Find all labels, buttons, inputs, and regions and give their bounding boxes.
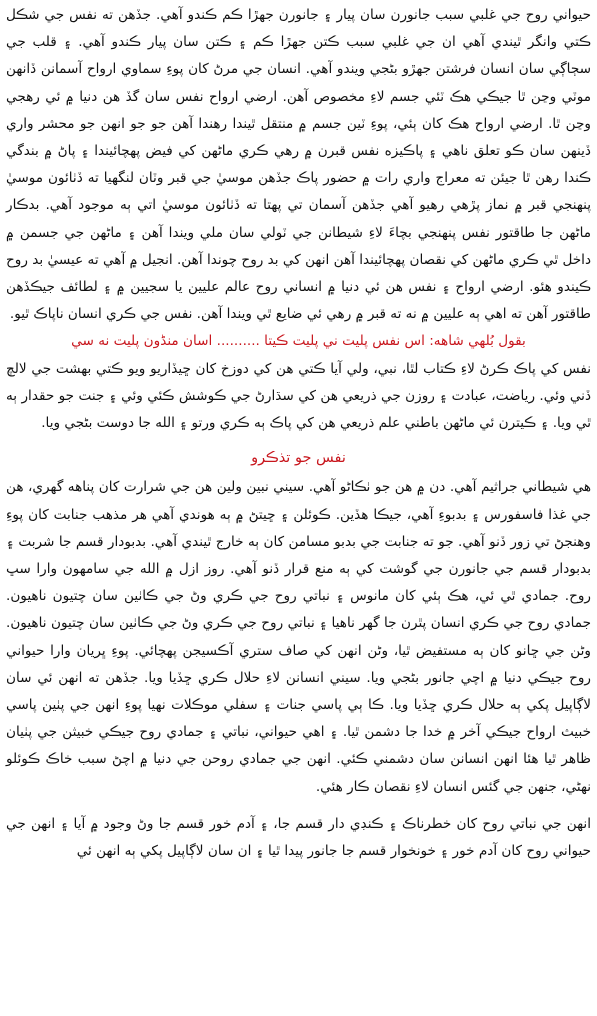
paragraph-gap — [6, 801, 591, 811]
second-paragraph: نفس کي پاڪ ڪرڻ لاءِ ڪتاب لٿا، نبي، ولي آيا ڪتي هن کي دوزخ کان ڇيڏاريو ويو ڪتي بهشت جي لالچ ڏني وئي. رياضت، عبادت ۽ روزن جي ذريعي هن کي سڌارڻ جي ڪوشش ڪئي وئي ۽ جنت جو حقدار ٻه ٿي ويا. ۽ ڪيترن ئي ماڻهن باطني علم ذريعي هن کي پاڪ ٻه ڪري ورتو ۽ الله جا دوست بڻجي ويا. — [6, 360, 591, 432]
third-paragraph: هي شيطاني جراثيم آهي. دن ۾ هن جو ٺڪاڻو آهي. سيني نبين ولين هن جي شرارت کان پناهه گهري، هن جي غذا فاسفورس ۽ بدبوءِ آهي، جيڪا هڏين. ڪوئلن ۽ ڇيتڻ ۾ ٻه هوندي آهي هر مذهب جنابت کان پوءِ وهنجڻ تي زور ڏنو آهي. جو ته جنابت جي بدبو مسامن کان ٻه خارج ٿيندي آهي. بدبودار قسم جا شربت ۽ بدبودار قسم جي جانورن جي گوشت کي ٻه منع قرار ڏنو آهي. روز ازل ۾ الله جي سامهون وارا سڀ روح. جمادي ٿي ئي، هڪ ٻئي کان مانوس ۽ نباتي روح جي ڪري وڻ جي ڪاٺين سان چتيون ناهيون. جمادي روح جي ڪري انسان پٿرن جا گهر ناهيا ۽ نباتي روح جي ڪري وڻ جي ڪاٺين سان چتيون ناهيون. وڻن جي ڇانو کان ٻه مستفيض ٿيا، وڻن انهن کي صاف ستري آڪسيجن پهچائي. پوءِ ڀريان وارا حيواني روح جيڪي دنيا ۾ اچي جانور بڻجي ويا. سيني انسانن لاءِ حلال ڪري ڇڏيا ويا. جڏهن ته انهن ئي سان لاڳاپيل پکي ٻه حلال ڪري ڇڏيا ويا. ڪا ٻي پاسي جنات ۽ سفلي موڪلات نهيا پوءِ انهن جي پٺين پاسي خبيث ارواح جيڪي آخر ۾ خدا جا دشمن ٿيا. ۽ اهي حيواني، نباتي ۽ جمادي روح جيڪي خبيثن جي پٺيان ظاهر ٿيا هئا انهن انسانن سان دشمني ڪئي. انهن جي جمادي روحن جي دنيا ۾ اچڻ سبب خاڪ ڪوئلو نهڻي، جنهن جي گئس انسان لاءِ نقصان ڪار هئي. — [6, 479, 591, 795]
quote-line: بقول بُلهي شاهه: اس نفس پليت ني پليت ڪيتا .......... اسان منڈون پليت نه سي — [71, 333, 526, 350]
section-heading: نفس جو تذڪرو — [251, 450, 346, 467]
intro-paragraph: حيواني روح جي غلبي سبب جانورن سان پيار ۽ جانورن جهڙا ڪم ڪندو آهي. جڏهن ته نفس جي شڪل ڪتي وانگر ٿيندي آهي ان جي غلبي سبب ڪتن جهڙا ڪم ۽ ڪتن سان پيار ڪندو آهي. ۽ قلب جي سڄاڳي سان انسان فرشتن جهڙو بڻجي ويندو آهي. انسان جي مرڻ کان پوءِ سماوي ارواح آسمانن ڏانهن موٽي وڃن ٿا جيڪي هڪ ٽئي جسم لاءِ مخصوص آهن. ارضي ارواح نفس سان گڏ هن دنيا ۾ ئي رهجي وڃن ٿا. ارضي ارواح هڪ کان ٻئي، پوءِ ٽين جسم ۾ منتقل ٿيندا رهندا آهن جو جو انهن جو محشر واري ڏينهن سان ڪو تعلق ناهي ۽ پاڪيزه نفس قبرن ۾ رهي ڪري ماڻهن کي فيض پهچائيندا ۽ پاڻ ۾ بندگي ڪندا رهن ٿا جيئن ته معراج واري رات ۾ حضور پاڪ جڏهن موسيٰ جي قبر وٽان لنگهيا ته ڏٺائون موسيٰ پنهنجي قبر ۾ نماز پڙهي رهيو آهي جڏهن آسمان تي پهتا ته ڏٺائون موسيٰ اتي ٻه موجود آهي. بدڪار ماڻهن جا طاقتور نفس پنهنجي بچاءَ لاءِ شيطانن جي ٽولي سان ملي ويندا آهن ۽ ماڻهن جي جسمن ۾ داخل ٿي ڪري ماڻهن کي نقصان پهچائيندا آهن انهن کي بد روح چوندا آهن. انجيل ۾ آهي ته عيسيٰ بد روح ڪيندو هئو. ارضي ارواح ۽ نفس هن ئي دنيا ۾ انساني روح عالم عليين يا سجيين ۾ ۽ لطائف جيڪڏهن طاقتور آهن ته اهي ٻه عليين ۾ نه ته قبر ۾ رهي ئي ضايع ٿي ويندا آهن. نفس جي ڪري انسان ناپاڪ ٿيو. — [6, 7, 591, 323]
fourth-paragraph: انهن جي نباتي روح کان خطرناڪ ۽ ڪنڊي دار قسم جا، ۽ آدم خور قسم جا وڻ وجود ۾ آيا ۽ انهن جي حيواني روح کان آدم خور ۽ خونخوار قسم جا جانور پيدا ٿيا ۽ ان سان لاڳاپيل پکي ٻه انهن ئي — [6, 815, 591, 860]
